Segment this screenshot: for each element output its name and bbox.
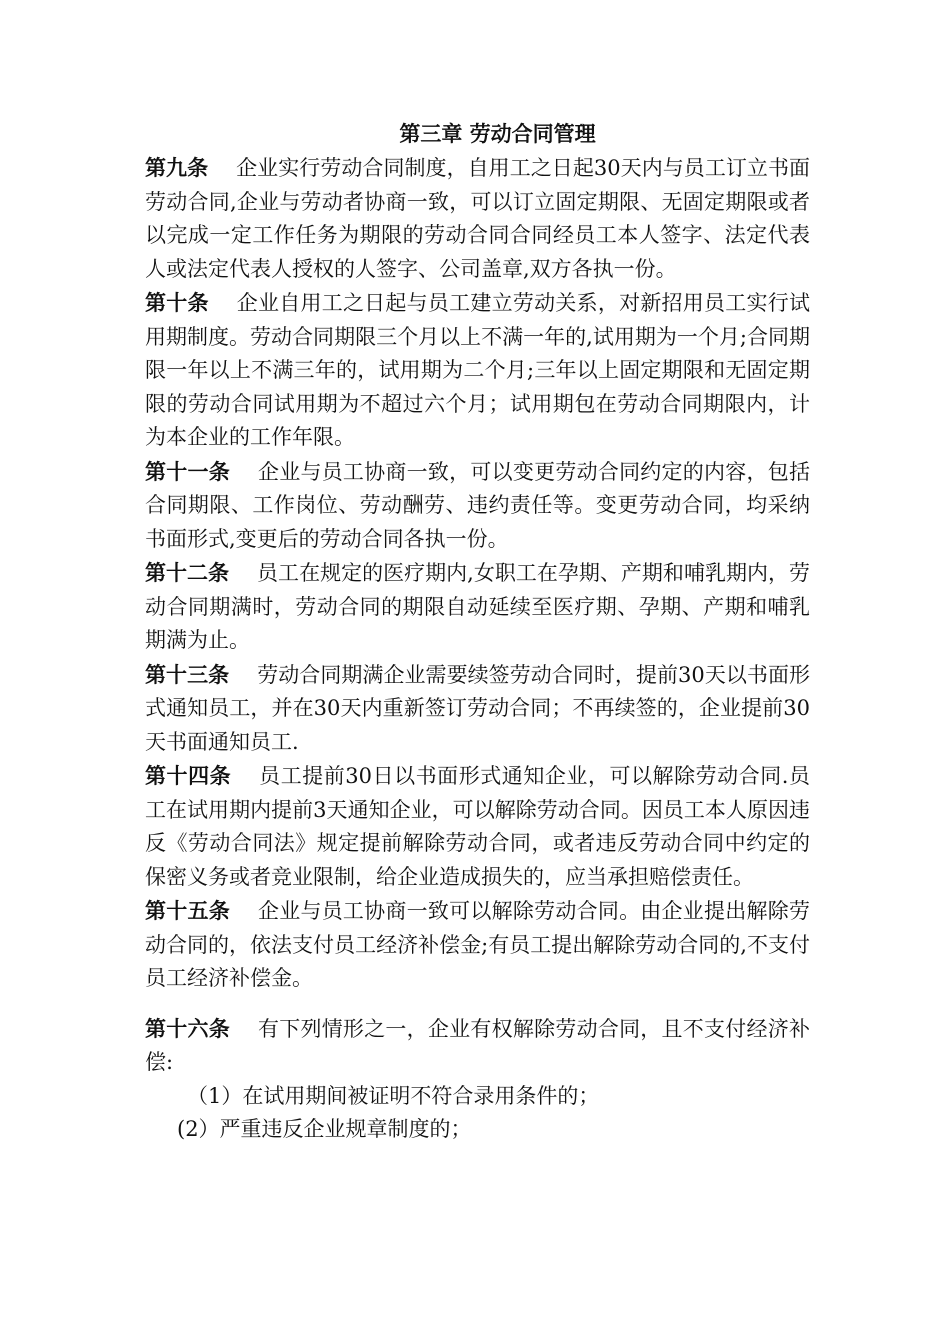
article-label: 第十条 <box>145 290 209 315</box>
article-text: 企业自用工之日起与员工建立劳动关系，对新招用员工实行试用期制度。劳动合同期限三个月以上不满一年的,试用期为一个月;合同期限一年以上不满三年的，试用期为二个月;三年以上固定期限和无固定期限的劳动合同试用期为不超过六个月；试用期包在劳动合同期限内，计为本企业的工作年限。 <box>145 291 811 449</box>
article-text: 有下列情形之一，企业有权解除劳动合同，且不支付经济补偿: <box>145 1016 811 1074</box>
document-body <box>145 117 810 1147</box>
article-label: 第十三条 <box>145 661 230 687</box>
article-11 <box>145 455 810 557</box>
article-label: 第十四条 <box>145 763 232 788</box>
article-text: 员工在规定的医疗期内,女职工在孕期、产期和哺乳期内，劳动合同期满时，劳动合同的期限自动延续至医疗期、孕期、产期和哺乳期满为止。 <box>145 561 810 652</box>
article-15 <box>145 894 810 996</box>
chapter-title: 第三章 劳动合同管理 <box>399 121 596 146</box>
article-text: 企业与员工协商一致可以解除劳动合同。由企业提出解除劳动合同的，依法支付员工经济补偿金;有员工提出解除劳动合同的,不支付员工经济补偿金。 <box>145 899 811 990</box>
article-text: 企业与员工协商一致，可以变更劳动合同约定的内容，包括合同期限、工作岗位、劳动酬劳、违约责任等。变更劳动合同，均采纳书面形式,变更后的劳动合同各执一份。 <box>145 459 811 551</box>
article-text: 员工提前30日以书面形式通知企业，可以解除劳动合同.员工在试用期内提前3天通知企业，可以解除劳动合同。因员工本人原因违反《劳动合同法》规定提前解除劳动合同，或者违反劳动合同中约定的保密义务或者竞业限制，给企业造成损失的，应当承担赔偿责任。 <box>145 764 810 889</box>
article-9 <box>145 151 810 286</box>
article-text: 企业实行劳动合同制度，自用工之日起30天内与员工订立书面劳动合同,企业与劳动者协商一致，可以订立固定期限、无固定期限或者以完成一定工作任务为期限的劳动合同合同经员工本人签字、法定代表人或法定代表人授权的人签字、公司盖章,双方各执一份。 <box>145 156 810 281</box>
list-item: （1）在试用期间被证明不符合录用条件的； <box>187 1083 600 1108</box>
article-label: 第十一条 <box>145 458 230 484</box>
article-text: 劳动合同期满企业需要续签劳动合同时，提前30天以书面形式通知员工，并在30天内重新签订劳动合同；不再续签的，企业提前30天书面通知员工. <box>145 662 810 754</box>
article-label: 第十二条 <box>145 560 230 585</box>
article-12 <box>145 556 810 658</box>
article-label: 第九条 <box>145 155 209 180</box>
list-item: (2）严重违反企业规章制度的； <box>177 1117 472 1141</box>
article-16 <box>145 1012 810 1080</box>
article-label: 第十六条 <box>145 1015 230 1041</box>
article-14 <box>145 759 810 894</box>
paragraph-gap <box>145 996 810 1012</box>
article-label: 第十五条 <box>145 898 230 923</box>
article-13 <box>145 658 810 760</box>
article-10 <box>145 286 810 455</box>
